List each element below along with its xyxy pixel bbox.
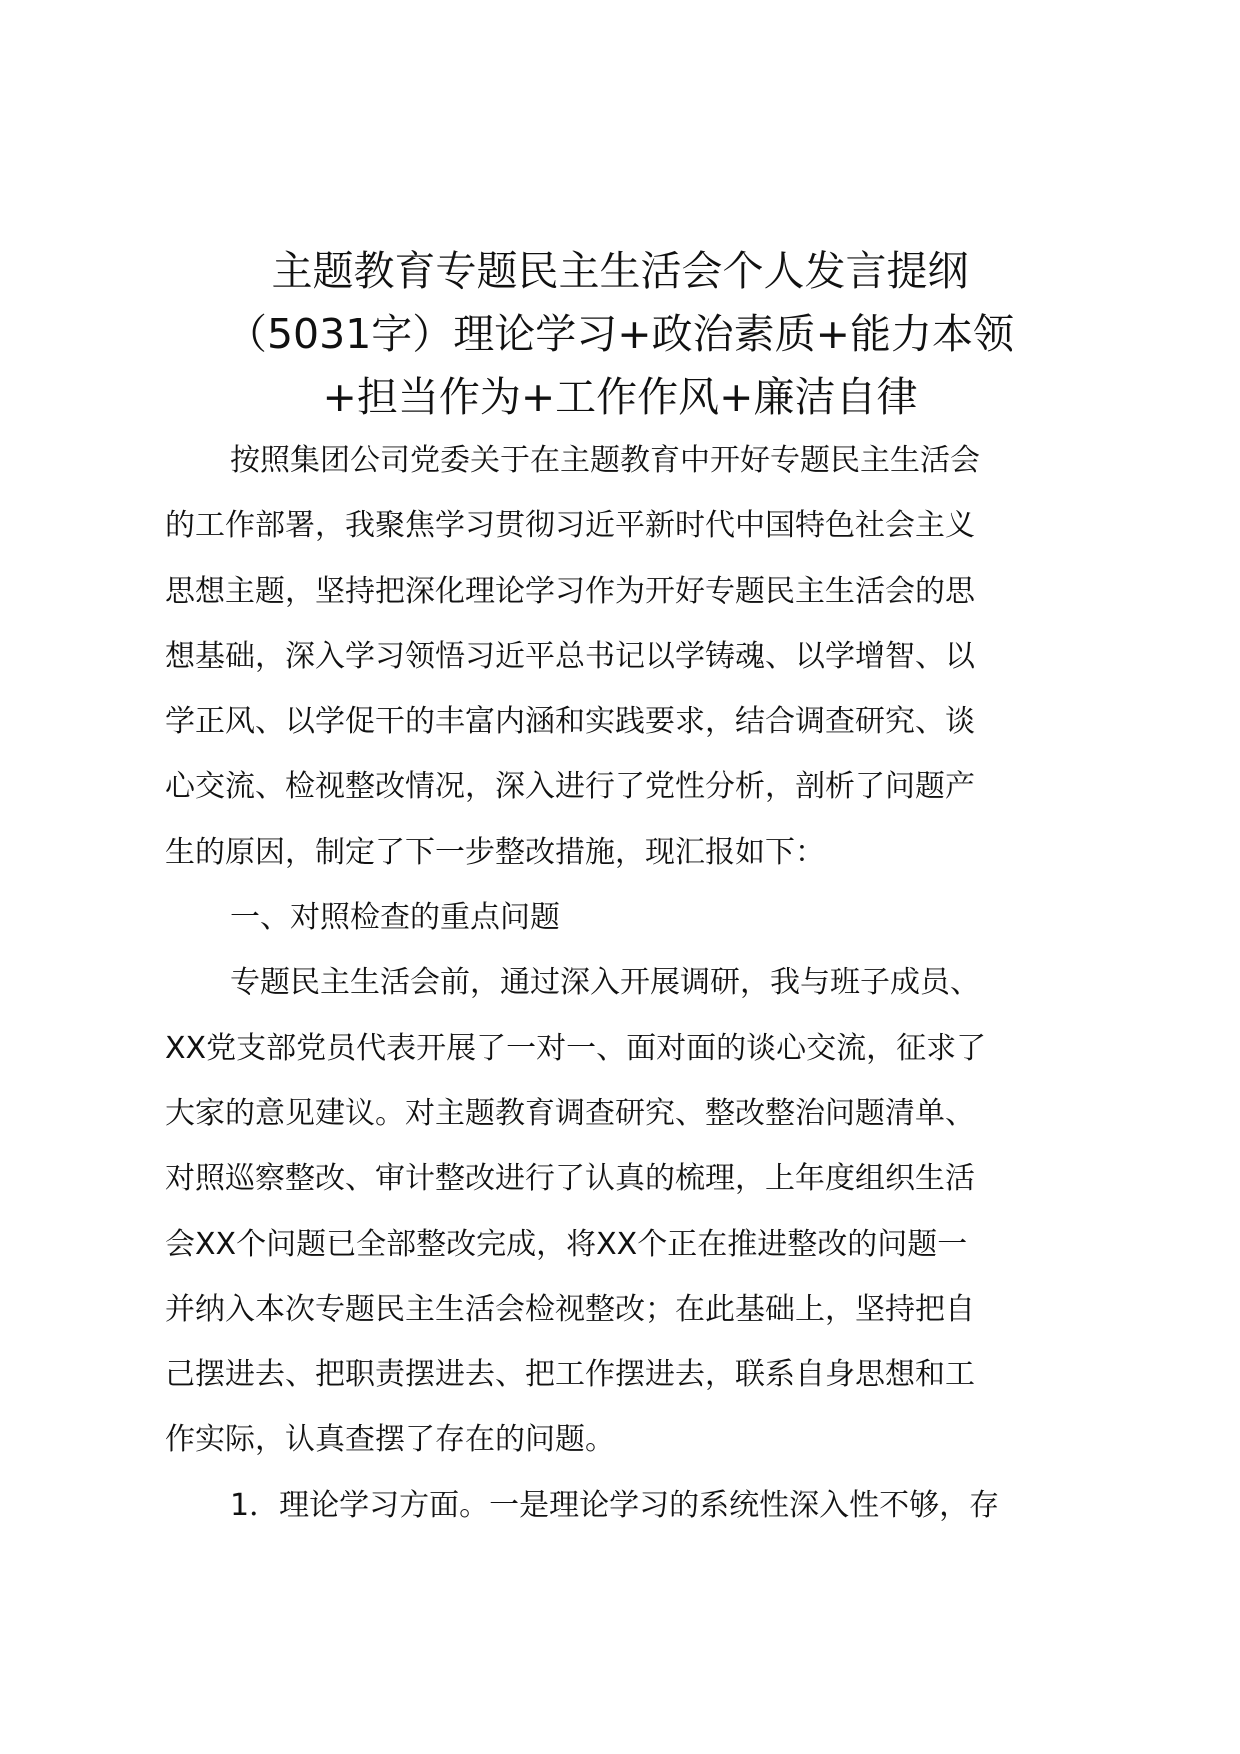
intro-paragraph-line: 学正风、以学促干的丰富内涵和实践要求，结合调查研究、谈 — [165, 704, 975, 740]
intro-paragraph-line: 思想主题，坚持把深化理论学习作为开好专题民主生活会的思 — [165, 573, 975, 609]
title-line-3: +担当作为+工作作风+廉洁自律 — [322, 373, 918, 421]
section-paragraph-line: 大家的意见建议。对主题教育调查研究、整改整治问题清单、 — [165, 1095, 975, 1131]
intro-paragraph-line: 按照集团公司党委关于在主题教育中开好专题民主生活会 — [230, 443, 980, 478]
title-line-2: （5031字）理论学习+政治素质+能力本领 — [225, 310, 1015, 358]
intro-paragraph-line: 心交流、检视整改情况，深入进行了党性分析，剖析了问题产 — [165, 769, 975, 805]
title-line-1: 主题教育专题民主生活会个人发言提纲 — [271, 247, 969, 295]
document-title — [160, 240, 1080, 429]
document-body — [165, 428, 1085, 1538]
section-paragraph-line: 会XX个问题已全部整改完成，将XX个正在推进整改的问题一 — [165, 1226, 968, 1262]
section-paragraph-line: XX党支部党员代表开展了一对一、面对面的谈心交流，征求了 — [165, 1030, 987, 1066]
section-paragraph-line: 作实际，认真查摆了存在的问题。 — [165, 1422, 615, 1458]
section-paragraph-line: 并纳入本次专题民主生活会检视整改；在此基础上，坚持把自 — [165, 1291, 975, 1327]
section-heading: 一、对照检查的重点问题 — [230, 900, 560, 936]
intro-paragraph-line: 生的原因，制定了下一步整改措施，现汇报如下： — [165, 834, 825, 870]
subsection-paragraph-line: 1．理论学习方面。一是理论学习的系统性深入性不够，存 — [230, 1487, 1000, 1523]
section-paragraph-line: 专题民主生活会前，通过深入开展调研，我与班子成员、 — [230, 965, 980, 1001]
intro-paragraph-line: 的工作部署，我聚焦学习贯彻习近平新时代中国特色社会主义 — [165, 508, 975, 544]
section-paragraph-line: 己摆进去、把职责摆进去、把工作摆进去，联系自身思想和工 — [165, 1357, 975, 1393]
intro-paragraph-line: 想基础，深入学习领悟习近平总书记以学铸魂、以学增智、以 — [165, 638, 975, 674]
section-paragraph-line: 对照巡察整改、审计整改进行了认真的梳理，上年度组织生活 — [165, 1161, 975, 1197]
